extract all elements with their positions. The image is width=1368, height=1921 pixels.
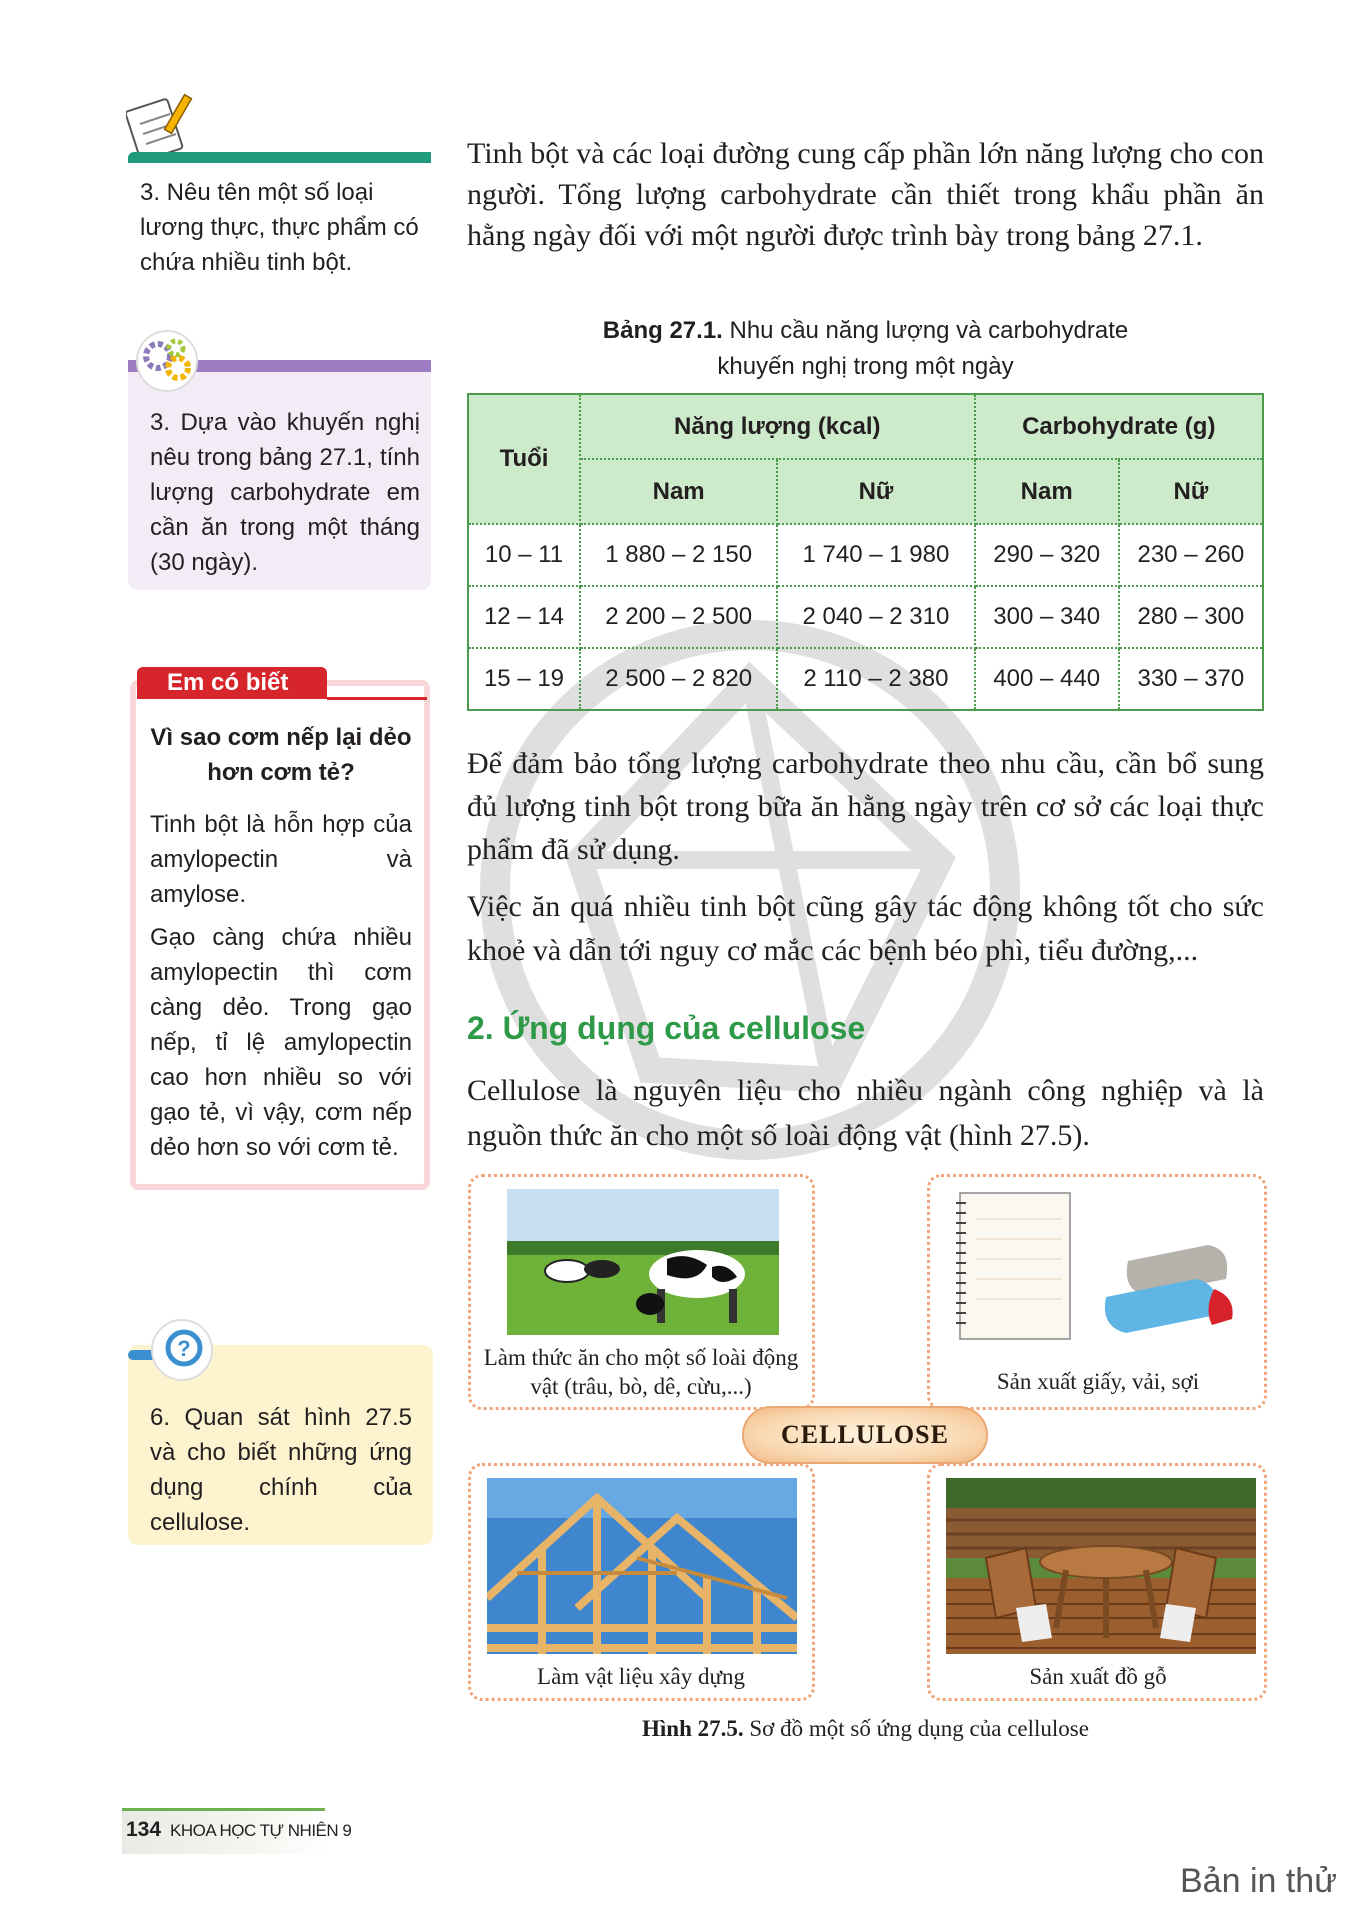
- cell: 300 – 340: [975, 586, 1119, 648]
- did-you-know-para-2: Gạo càng chứa nhiều amylopectin thì cơm càng dẻo. Trong gạo nếp, tỉ lệ amylopectin cao hơn nhiều so với gạo tẻ, vì vậy, cơm nếp dẻo hơn so với cơm tẻ.: [150, 924, 412, 1161]
- cell: 230 – 260: [1119, 524, 1263, 586]
- starch-health-paragraph: Việc ăn quá nhiều tinh bột cũng gây tác động không tốt cho sức khoẻ và dẫn tới nguy cơ mắc các bệnh béo phì, tiểu đường,...: [467, 890, 1264, 967]
- table-caption: [467, 313, 1264, 385]
- table-row: [468, 586, 1263, 648]
- question-food-starch: 3. Nêu tên một số loại lương thực, thực phẩm có chứa nhiều tinh bột.: [140, 179, 419, 276]
- cell: 1 740 – 1 980: [777, 524, 974, 586]
- wooden-frame-image: [487, 1478, 797, 1654]
- cellulose-center-label: CELLULOSE: [742, 1406, 988, 1464]
- footer-green-line: [122, 1808, 325, 1811]
- table-caption-label: Bảng 27.1.: [602, 317, 723, 344]
- question-carb-month: 3. Dựa vào khuyến nghị nêu trong bảng 27.1, tính lượng carbohydrate em cần ăn trong một tháng (30 ngày).: [150, 409, 420, 576]
- card-building: [468, 1463, 815, 1701]
- header-carb-female: Nữ: [1119, 459, 1263, 524]
- table-row: [468, 648, 1263, 710]
- notebook-fabric-image: [942, 1189, 1258, 1349]
- did-you-know-para-1: Tinh bột là hỗn hợp của amylopectin và amylose.: [150, 811, 412, 908]
- intro-paragraph: Tinh bột và các loại đường cung cấp phần lớn năng lượng cho con người. Tổng lượng carbohydrate cần thiết trong khẩu phần ăn hằng ngày đối với một người được trình bày trong bảng 27.1.: [467, 137, 1264, 252]
- table-caption-line-1: Nhu cầu năng lượng và carbohydrate: [729, 317, 1129, 344]
- wooden-furniture-image: [946, 1478, 1256, 1654]
- figure-caption-text: Sơ đồ một số ứng dụng của cellulose: [749, 1716, 1089, 1741]
- cell: 2 040 – 2 310: [777, 586, 974, 648]
- caption-paper-fabric: Sản xuất giấy, vải, sợi: [996, 1369, 1200, 1394]
- caption-animal-feed: Làm thức ăn cho một số loài động vật (trâu, bò, dê, cừu,...): [483, 1345, 799, 1399]
- book-title: KHOA HỌC TỰ NHIÊN 9: [170, 1821, 352, 1840]
- did-you-know-label: Em có biết: [137, 667, 327, 699]
- header-age: Tuổi: [468, 394, 580, 524]
- cell: 2 200 – 2 500: [580, 586, 777, 648]
- cell: 2 500 – 2 820: [580, 648, 777, 710]
- header-carb-male: Nam: [975, 459, 1119, 524]
- header-energy-male: Nam: [580, 459, 777, 524]
- cell: 15 – 19: [468, 648, 580, 710]
- caption-furniture: Sản xuất đồ gỗ: [1029, 1664, 1167, 1689]
- cell: 280 – 300: [1119, 586, 1263, 648]
- cell: 2 110 – 2 380: [777, 648, 974, 710]
- table-caption-line-2: khuyến nghị trong một ngày: [717, 353, 1014, 380]
- did-you-know-title: Vì sao cơm nếp lại dẻo hơn cơm tẻ?: [150, 724, 412, 786]
- section-heading: 2. Ứng dụng của cellulose: [467, 1010, 866, 1046]
- header-energy-female: Nữ: [777, 459, 974, 524]
- figure-caption: [467, 1716, 1264, 1742]
- card-paper-fabric: [927, 1174, 1267, 1410]
- cell: 1 880 – 2 150: [580, 524, 777, 586]
- cellulose-paragraph: Cellulose là nguyên liệu cho nhiều ngành công nghiệp và là nguồn thức ăn cho một số loài động vật (hình 27.5).: [467, 1074, 1264, 1152]
- cell: 290 – 320: [975, 524, 1119, 586]
- nutrition-table: [467, 393, 1264, 711]
- card-furniture: [927, 1463, 1267, 1701]
- carb-paragraph: Để đảm bảo tổng lượng carbohydrate theo nhu cầu, cần bổ sung đủ lượng tinh bột trong bữa ăn hằng ngày trên cơ sở các loại thực phẩm đã sử dụng.: [467, 747, 1264, 866]
- cell: 330 – 370: [1119, 648, 1263, 710]
- header-energy: Năng lượng (kcal): [580, 394, 975, 459]
- magnifier-question-icon: [150, 1318, 214, 1382]
- caption-building: Làm vật liệu xây dựng: [537, 1664, 745, 1689]
- cell: 400 – 440: [975, 648, 1119, 710]
- gears-icon: [130, 328, 204, 394]
- cell: 12 – 14: [468, 586, 580, 648]
- card-animal-feed: [468, 1174, 815, 1410]
- header-carb: Carbohydrate (g): [975, 394, 1263, 459]
- cell: 10 – 11: [468, 524, 580, 586]
- figure-caption-label: Hình 27.5.: [642, 1716, 744, 1741]
- draft-mark: Bản in thử: [1180, 1862, 1337, 1900]
- section-bar-teal: [128, 152, 431, 163]
- tab-underline: [327, 697, 427, 700]
- question-observe-figure: 6. Quan sát hình 27.5 và cho biết những ứng dụng chính của cellulose.: [150, 1404, 412, 1536]
- cows-grazing-image: [507, 1189, 779, 1335]
- table-row: [468, 524, 1263, 586]
- page-number: 134: [126, 1818, 162, 1841]
- svg-text:?: ?: [177, 1336, 191, 1361]
